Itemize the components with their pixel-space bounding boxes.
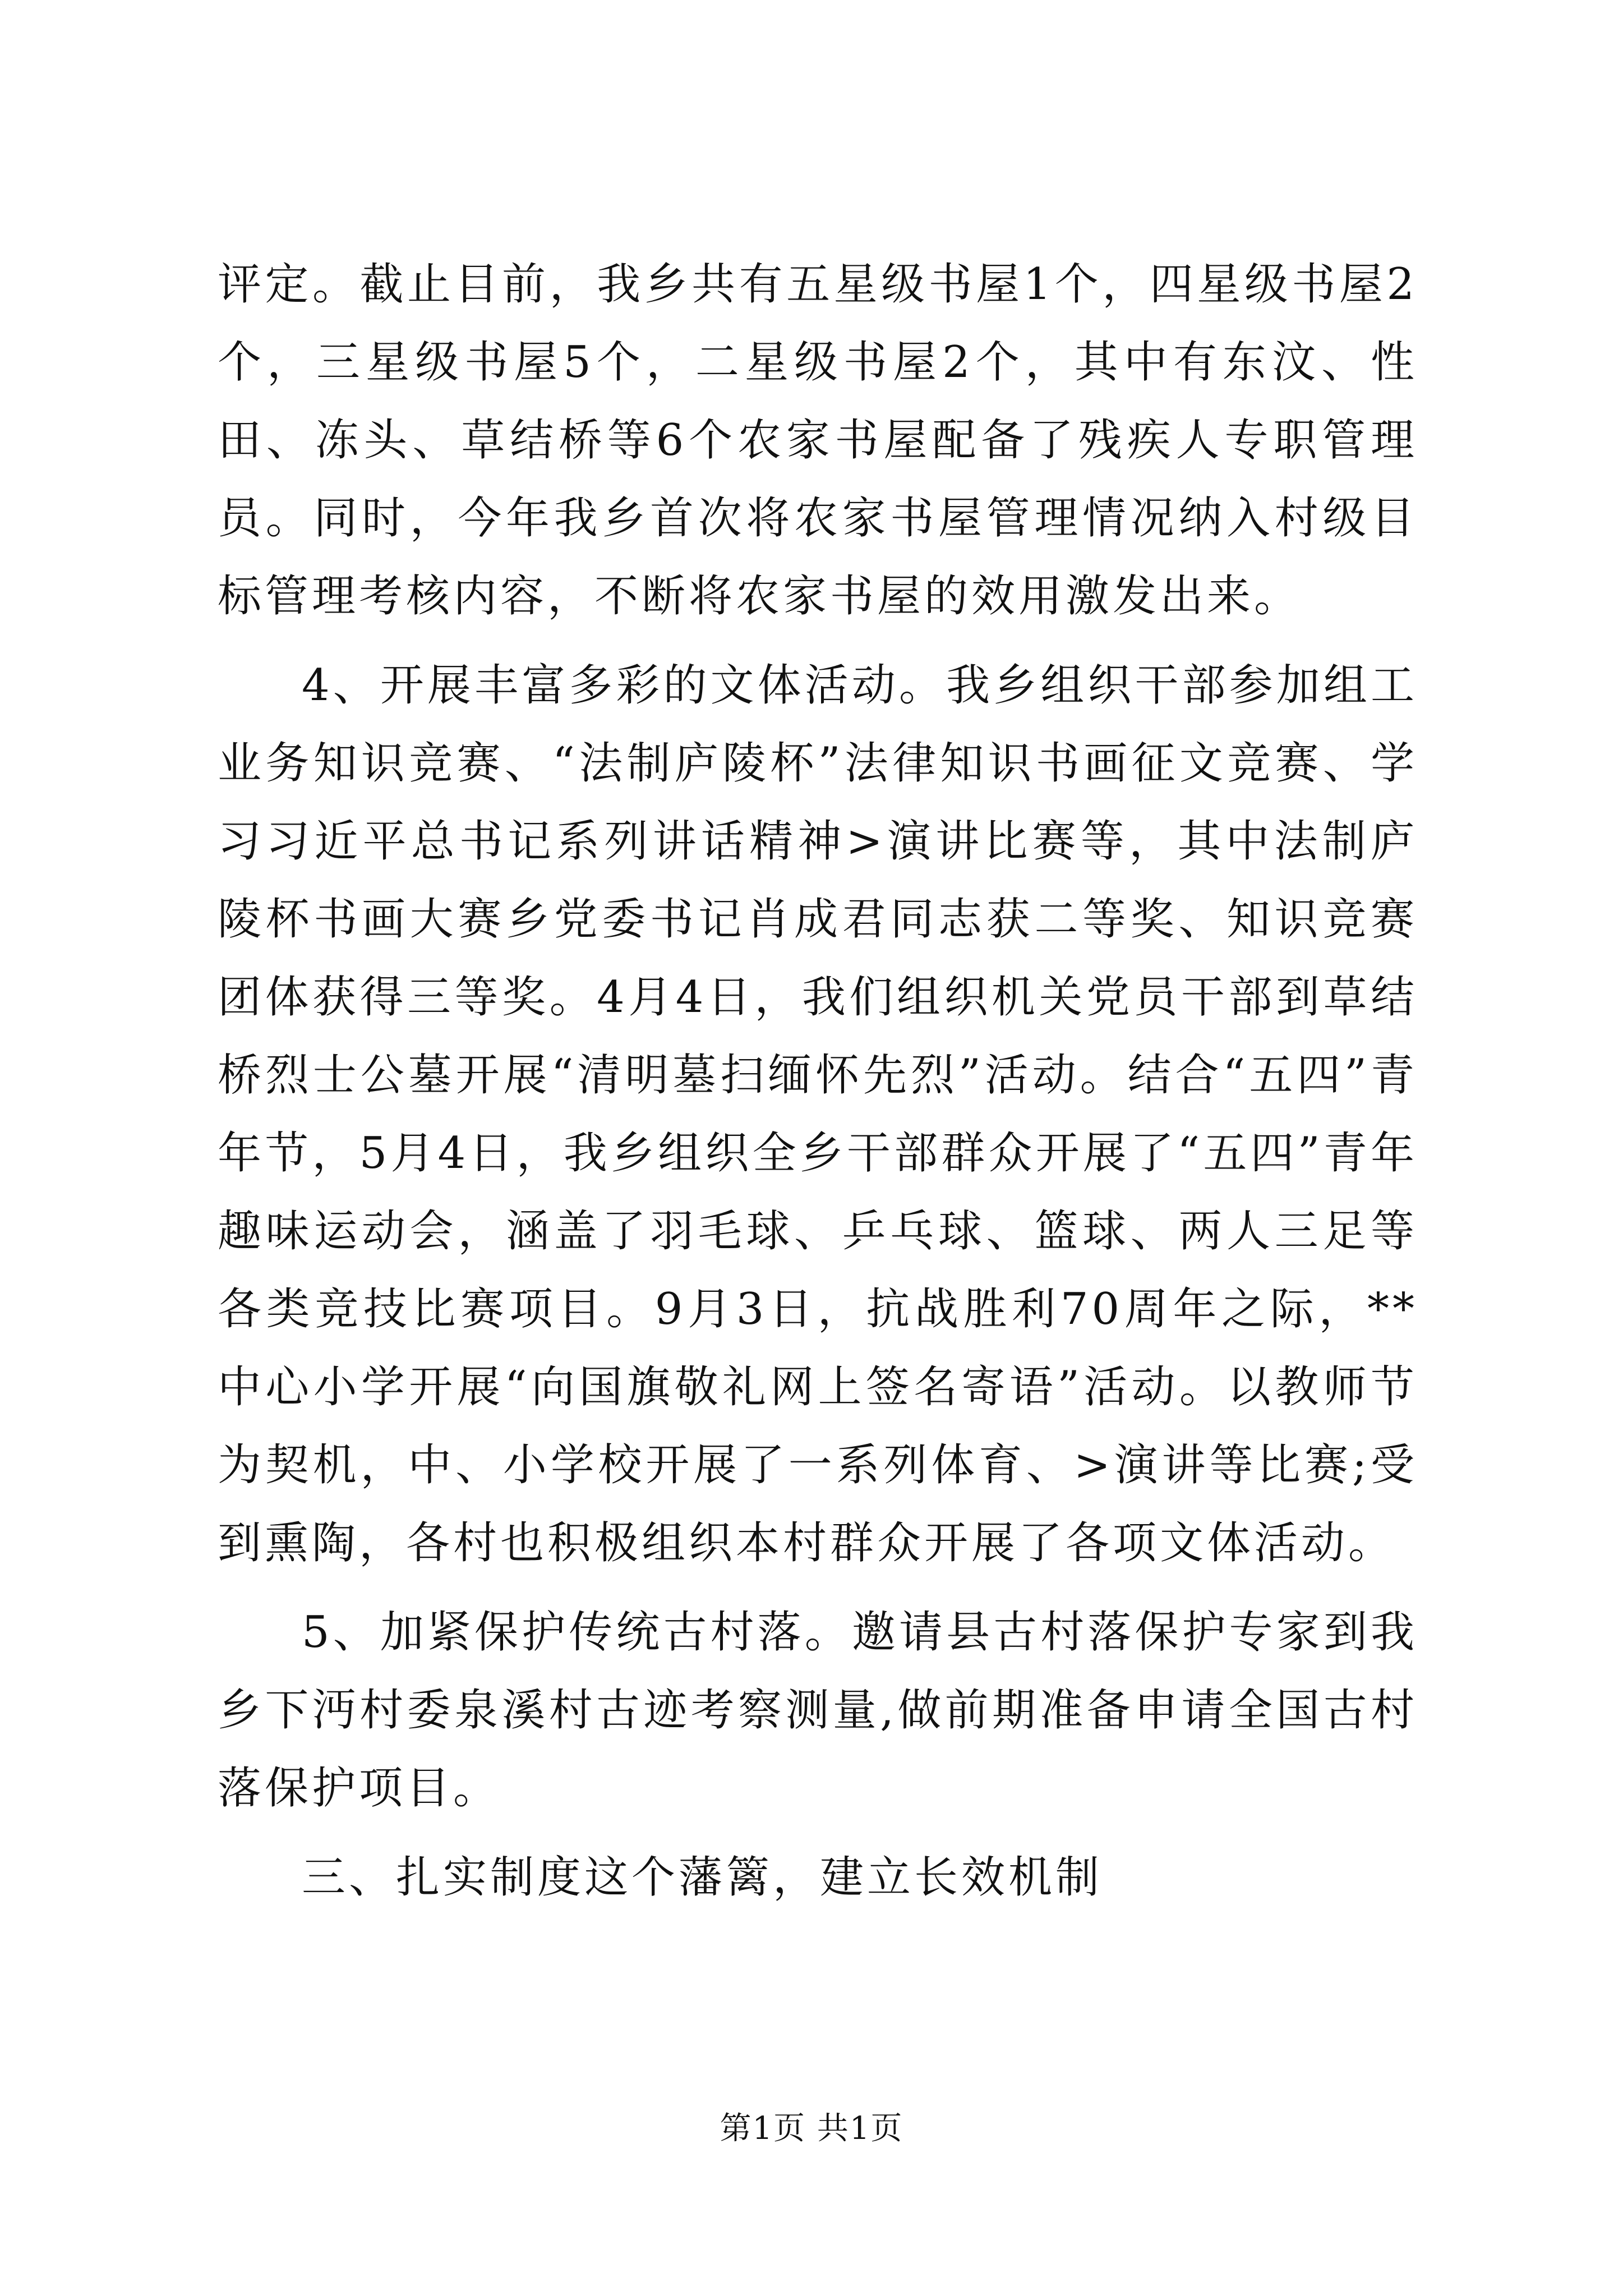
page-footer: 第1页 共1页 <box>720 2110 903 2147</box>
paragraph-book-house-rating: 评定。截止目前，我乡共有五星级书屋1个，四星级书屋2个，三星级书屋5个，二星级书屋2个，其中有东汶、性田、冻头、草结桥等6个农家书屋配备了残疾人专职管理员。同时，今年我乡首次将农家书屋管理情况纳入村级目标管理考核内容，不断将农家书屋的效用激发出来。 <box>218 259 1418 622</box>
paragraph-cultural-sports-activities: 4、开展丰富多彩的文体活动。我乡组织干部参加组工业务知识竞赛、“法制庐陵杯”法律知识书画征文竞赛、学习习近平总书记系列讲话精神>演讲比赛等，其中法制庐陵杯书画大赛乡党委书记肖成君同志获二等奖、知识竞赛团体获得三等奖。4月4日，我们组织机关党员干部到草结桥烈士公墓开展“清明墓扫缅怀先烈”活动。结合“五四”青年节，5月4日，我乡组织全乡干部群众开展了“五四”青年趣味运动会，涵盖了羽毛球、乒乓球、篮球、两人三足等各类竞技比赛项目。9月3日，抗战胜利70周年之际，**中心小学开展“向国旗敬礼网上签名寄语”活动。以教师节为契机，中、小学校开展了一系列体育、>演讲等比赛;受到熏陶，各村也积极组织本村群众开展了各项文体活动。 <box>218 660 1418 1568</box>
section-heading-institution-building: 三、扎实制度这个藩篱，建立长效机制 <box>302 1852 1103 1903</box>
paragraph-ancient-village-protection: 5、加紧保护传统古村落。邀请县古村落保护专家到我乡下沔村委泉溪村古迹考察测量,做前期准备申请全国古村落保护项目。 <box>218 1607 1418 1814</box>
document-body <box>218 246 1418 1917</box>
